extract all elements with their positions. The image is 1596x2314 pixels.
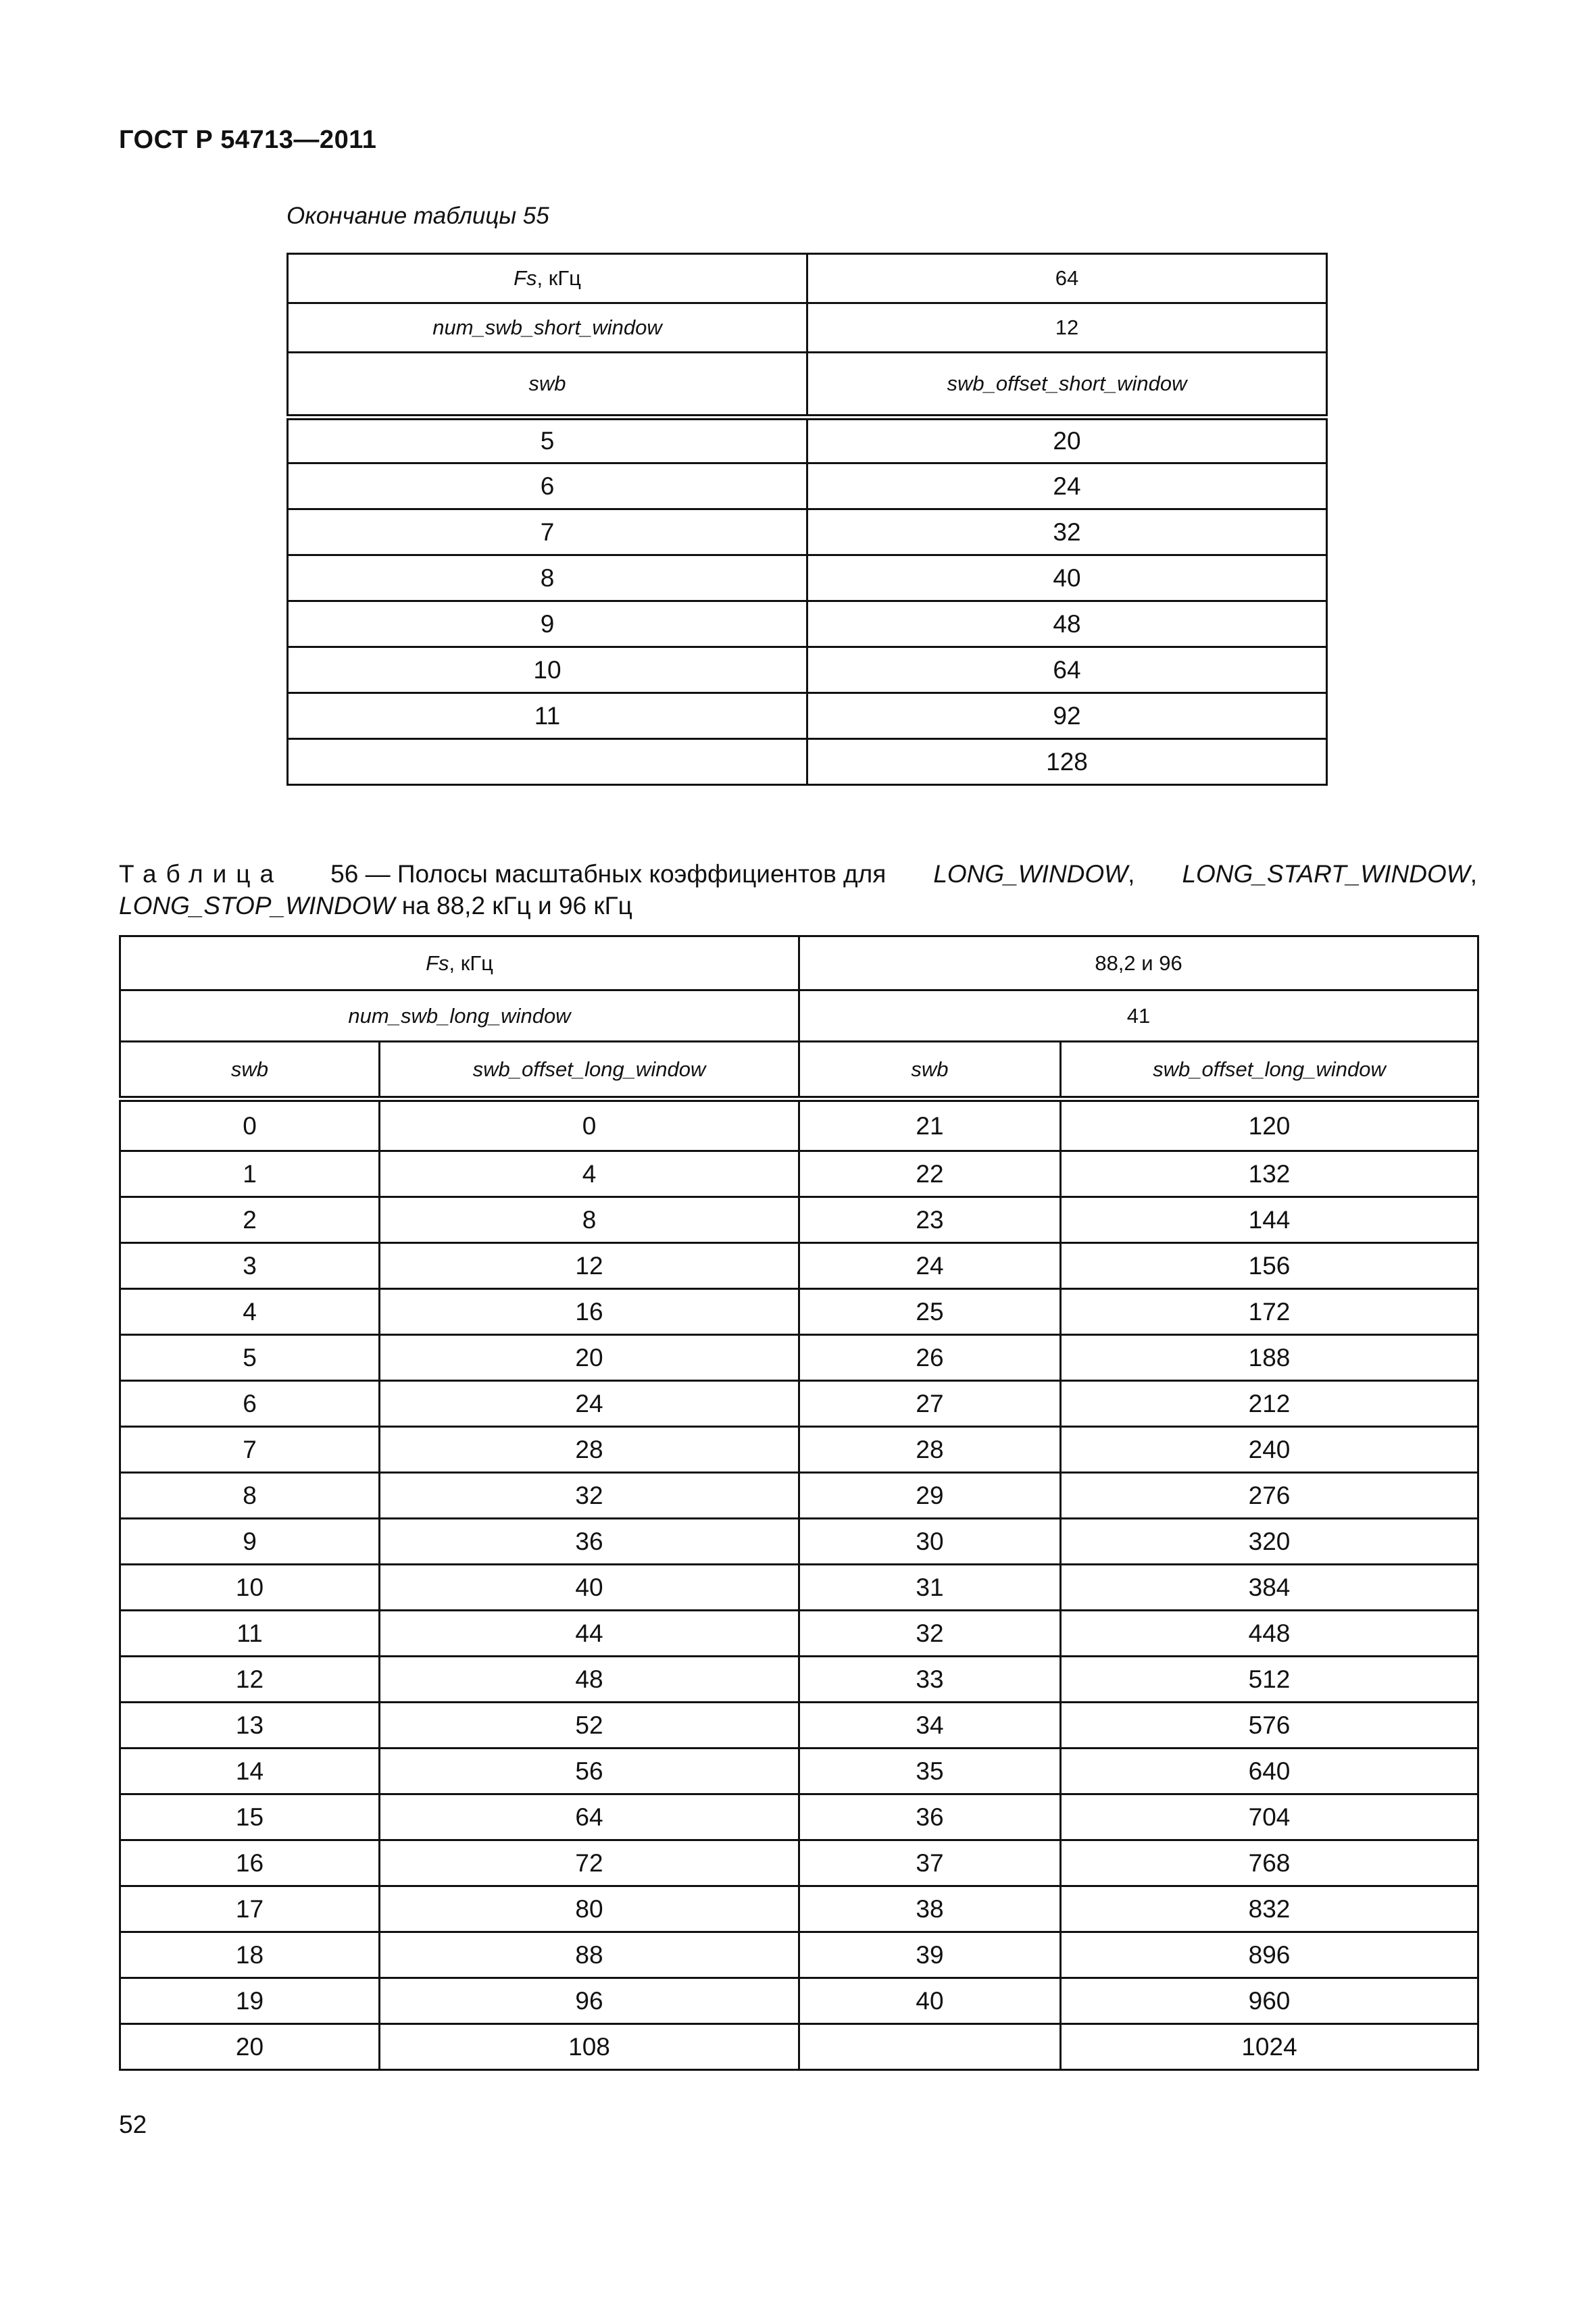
table-cell: 1 (120, 1151, 380, 1197)
table-row (120, 1473, 1478, 1519)
table-56-caption (119, 858, 1477, 922)
table-cell: 4 (120, 1289, 380, 1335)
table-55 (286, 253, 1328, 786)
table-row (120, 1151, 1478, 1197)
table-56 (119, 935, 1479, 2071)
column-header-swb: swb (288, 353, 807, 418)
table-cell: 39 (799, 1932, 1061, 1978)
table-row (120, 1840, 1478, 1886)
table-cell: 188 (1061, 1335, 1478, 1381)
table-cell: 33 (799, 1657, 1061, 1703)
caption-lead: Таблица (119, 860, 284, 888)
table-cell: 6 (120, 1381, 380, 1427)
fs-label: Fs (426, 951, 449, 975)
column-header-offset: swb_offset_short_window (807, 353, 1327, 418)
column-header-swb: swb (799, 1042, 1061, 1099)
table-cell (799, 2024, 1061, 2070)
table-cell: 28 (380, 1427, 799, 1473)
table-cell: 8 (380, 1197, 799, 1243)
table-cell: 31 (799, 1565, 1061, 1611)
table-cell: 88 (380, 1932, 799, 1978)
table-cell: 768 (1061, 1840, 1478, 1886)
table-cell: 512 (1061, 1657, 1478, 1703)
table-row (120, 1703, 1478, 1749)
table-row (120, 1749, 1478, 1794)
table-cell: 8 (288, 555, 807, 601)
table-cell: 2 (120, 1197, 380, 1243)
table-cell: 10 (120, 1565, 380, 1611)
table-cell: 320 (1061, 1519, 1478, 1565)
table-cell: 52 (380, 1703, 799, 1749)
table-cell: 640 (1061, 1749, 1478, 1794)
fs-value: 64 (807, 254, 1327, 303)
table-cell: 36 (380, 1519, 799, 1565)
table-cell: 32 (807, 509, 1327, 555)
table-cell: 44 (380, 1611, 799, 1657)
table-cell: 19 (120, 1978, 380, 2024)
table-cell: 16 (120, 1840, 380, 1886)
table-cell: 56 (380, 1749, 799, 1794)
caption-comma: , (1128, 860, 1135, 888)
table-row (120, 1099, 1478, 1151)
table-cell: 40 (380, 1565, 799, 1611)
table-cell: 896 (1061, 1932, 1478, 1978)
table-cell: 30 (799, 1519, 1061, 1565)
table-cell: 14 (120, 1749, 380, 1794)
table-cell: 40 (799, 1978, 1061, 2024)
table-cell: 20 (807, 418, 1327, 463)
table-cell: 23 (799, 1197, 1061, 1243)
table-cell: 0 (120, 1099, 380, 1151)
table-cell: 12 (120, 1657, 380, 1703)
table-cell: 9 (288, 601, 807, 647)
table-cell: 32 (799, 1611, 1061, 1657)
table-row (120, 1335, 1478, 1381)
table-row (288, 647, 1327, 693)
table-cell: 40 (807, 555, 1327, 601)
table-row (120, 1519, 1478, 1565)
table-cell: 24 (807, 463, 1327, 509)
table-cell: 24 (799, 1243, 1061, 1289)
table-cell: 832 (1061, 1886, 1478, 1932)
table-cell: 960 (1061, 1978, 1478, 2024)
table-cell: 212 (1061, 1381, 1478, 1427)
table-cell: 172 (1061, 1289, 1478, 1335)
table-cell: 80 (380, 1886, 799, 1932)
table-cell: 448 (1061, 1611, 1478, 1657)
table-cell: 22 (799, 1151, 1061, 1197)
table-cell: 64 (380, 1794, 799, 1840)
table-cell: 7 (120, 1427, 380, 1473)
table-cell: 16 (380, 1289, 799, 1335)
table-cell: 26 (799, 1335, 1061, 1381)
table-row (120, 1794, 1478, 1840)
table-cell: 11 (120, 1611, 380, 1657)
table-cell: 10 (288, 647, 807, 693)
table-cell: 36 (799, 1794, 1061, 1840)
table-cell: 72 (380, 1840, 799, 1886)
fs-unit: , кГц (449, 951, 493, 975)
fs-label-cell (288, 254, 807, 303)
table-row (120, 1427, 1478, 1473)
page-number: 52 (119, 2111, 147, 2138)
table-cell: 144 (1061, 1197, 1478, 1243)
table-cell: 11 (288, 693, 807, 739)
table-55-caption: Окончание таблицы 55 (286, 203, 549, 229)
table-row (120, 1243, 1478, 1289)
column-header-offset: swb_offset_long_window (1061, 1042, 1478, 1099)
table-row (120, 2024, 1478, 2070)
table-cell: 108 (380, 2024, 799, 2070)
table-55-body (288, 418, 1327, 785)
table-cell: 704 (1061, 1794, 1478, 1840)
table-cell: 6 (288, 463, 807, 509)
num-swb-value: 12 (807, 303, 1327, 353)
table-row (288, 739, 1327, 785)
table-cell: 48 (380, 1657, 799, 1703)
table-cell: 34 (799, 1703, 1061, 1749)
table-cell: 0 (380, 1099, 799, 1151)
table-row (120, 1886, 1478, 1932)
table-cell (288, 739, 807, 785)
caption-long-stop-window: LONG_STOP_WINDOW (119, 892, 395, 920)
table-cell: 17 (120, 1886, 380, 1932)
table-row (120, 1932, 1478, 1978)
table-cell: 240 (1061, 1427, 1478, 1473)
table-cell: 120 (1061, 1099, 1478, 1151)
table-row (288, 418, 1327, 463)
table-cell: 24 (380, 1381, 799, 1427)
table-row (120, 1565, 1478, 1611)
table-cell: 5 (288, 418, 807, 463)
table-cell: 21 (799, 1099, 1061, 1151)
table-row (288, 601, 1327, 647)
table-row (120, 1978, 1478, 2024)
table-cell: 13 (120, 1703, 380, 1749)
fs-label: Fs (514, 266, 537, 290)
table-cell: 96 (380, 1978, 799, 2024)
table-cell: 20 (120, 2024, 380, 2070)
table-cell: 576 (1061, 1703, 1478, 1749)
table-cell: 25 (799, 1289, 1061, 1335)
caption-long-window: LONG_WINDOW (933, 860, 1128, 888)
table-cell: 7 (288, 509, 807, 555)
table-row (288, 693, 1327, 739)
table-cell: 18 (120, 1932, 380, 1978)
fs-unit: , кГц (537, 266, 581, 290)
table-cell: 12 (380, 1243, 799, 1289)
table-cell: 15 (120, 1794, 380, 1840)
table-cell: 37 (799, 1840, 1061, 1886)
table-row (120, 1289, 1478, 1335)
table-cell: 1024 (1061, 2024, 1478, 2070)
table-row (288, 463, 1327, 509)
caption-long-start-window: LONG_START_WINDOW (1182, 860, 1470, 888)
table-cell: 3 (120, 1243, 380, 1289)
caption-mid: 56 — Полосы масштабных коэффициентов для (330, 860, 887, 888)
table-cell: 128 (807, 739, 1327, 785)
table-cell: 27 (799, 1381, 1061, 1427)
table-cell: 92 (807, 693, 1327, 739)
table-cell: 384 (1061, 1565, 1478, 1611)
num-swb-label: num_swb_long_window (120, 990, 799, 1042)
caption-tail: на 88,2 кГц и 96 кГц (395, 892, 632, 920)
table-cell: 28 (799, 1427, 1061, 1473)
table-cell: 132 (1061, 1151, 1478, 1197)
table-cell: 32 (380, 1473, 799, 1519)
num-swb-value: 41 (799, 990, 1478, 1042)
table-cell: 35 (799, 1749, 1061, 1794)
table-cell: 8 (120, 1473, 380, 1519)
table-cell: 4 (380, 1151, 799, 1197)
table-cell: 64 (807, 647, 1327, 693)
table-cell: 38 (799, 1886, 1061, 1932)
table-cell: 29 (799, 1473, 1061, 1519)
table-row (288, 509, 1327, 555)
table-row (120, 1197, 1478, 1243)
column-header-offset: swb_offset_long_window (380, 1042, 799, 1099)
table-row (120, 1657, 1478, 1703)
table-row (288, 555, 1327, 601)
caption-comma-2: , (1470, 860, 1477, 888)
table-cell: 276 (1061, 1473, 1478, 1519)
column-header-swb: swb (120, 1042, 380, 1099)
num-swb-label: num_swb_short_window (288, 303, 807, 353)
table-56-body (120, 1099, 1478, 2070)
table-cell: 5 (120, 1335, 380, 1381)
table-row (120, 1611, 1478, 1657)
table-cell: 20 (380, 1335, 799, 1381)
table-cell: 9 (120, 1519, 380, 1565)
table-row (120, 1381, 1478, 1427)
table-cell: 156 (1061, 1243, 1478, 1289)
fs-value: 88,2 и 96 (799, 936, 1478, 990)
fs-label-cell (120, 936, 799, 990)
table-cell: 48 (807, 601, 1327, 647)
document-id: ГОСТ Р 54713—2011 (119, 126, 377, 154)
